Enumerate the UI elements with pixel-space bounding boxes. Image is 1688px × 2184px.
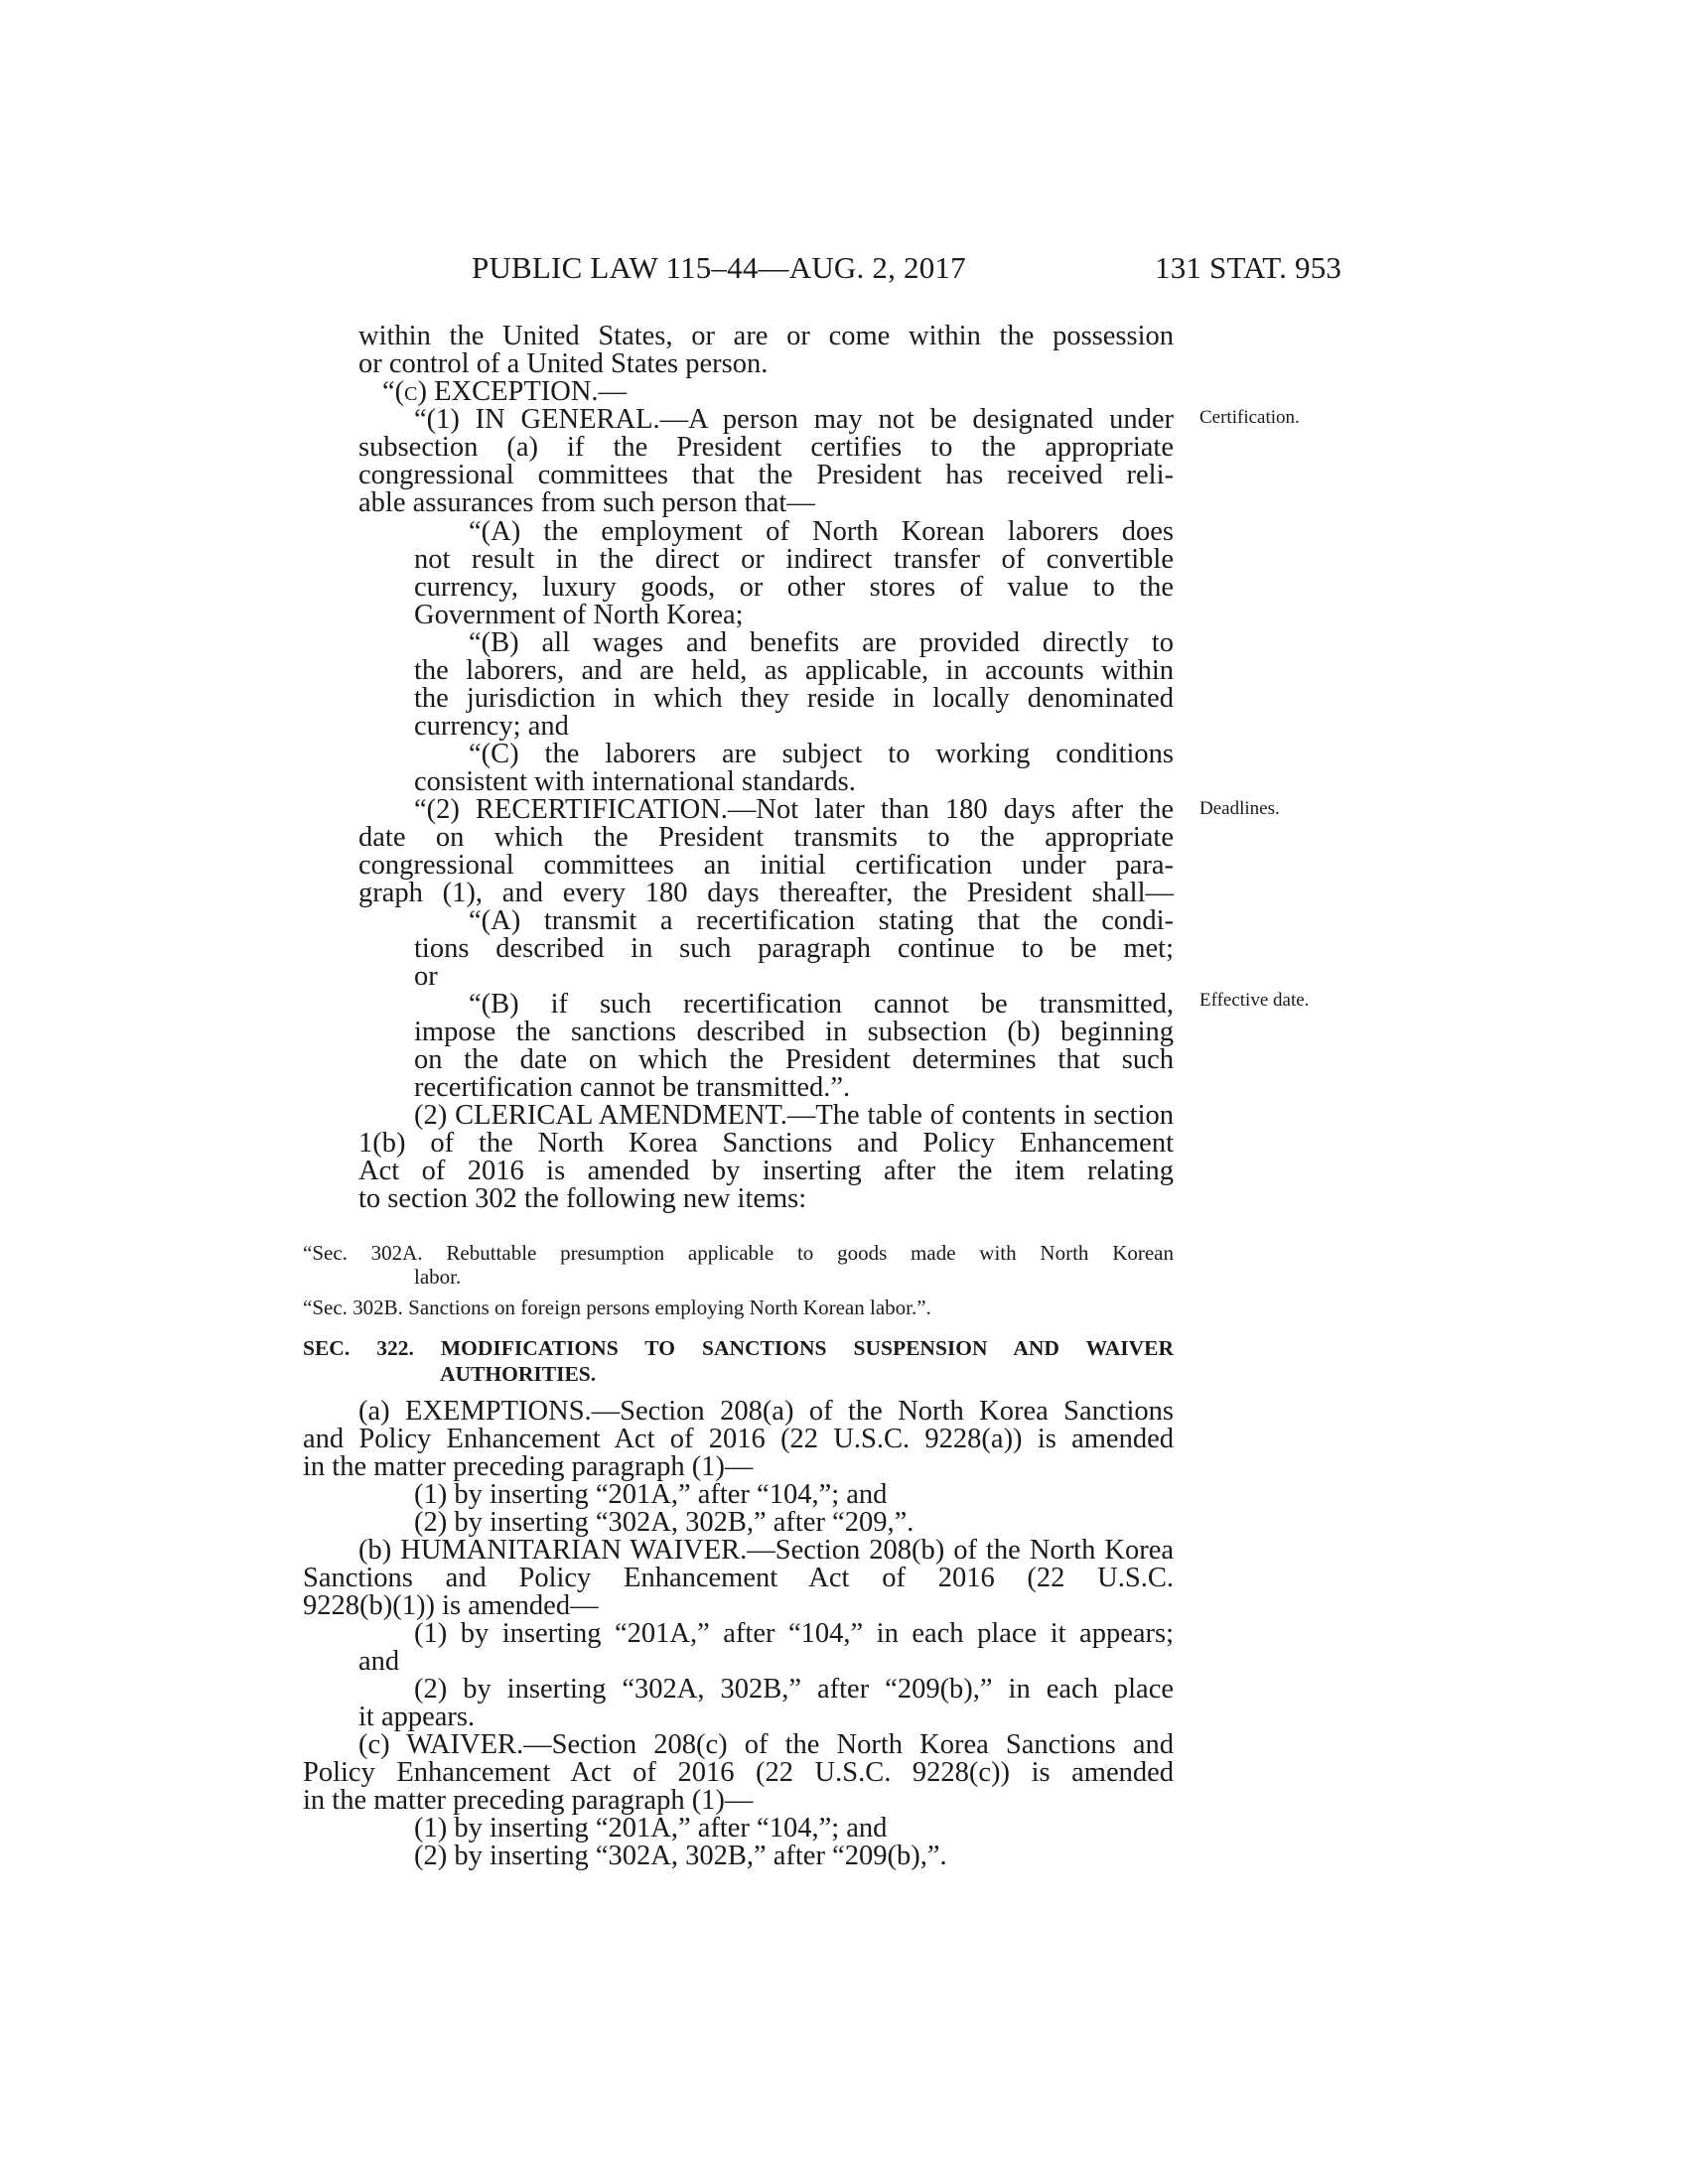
text-line: congressional committees that the President has received reli- bbox=[358, 460, 1174, 490]
text-line: consistent with international standards. bbox=[414, 766, 856, 797]
text-line: “(A) the employment of North Korean laborers does bbox=[469, 516, 1174, 547]
text-line: “(B) all wages and benefits are provided directly to bbox=[469, 627, 1174, 658]
text-line: the jurisdiction in which they reside in locally denominated bbox=[414, 683, 1174, 714]
text-line: the laborers, and are held, as applicable, in accounts within bbox=[414, 655, 1174, 686]
text-line: “(1) IN GENERAL.—A person may not be designated under bbox=[414, 404, 1174, 435]
margin-note-effective-date: Effective date. bbox=[1199, 990, 1310, 1011]
margin-note-certification: Certification. bbox=[1199, 407, 1300, 428]
text-line: Government of North Korea; bbox=[414, 600, 744, 630]
text-line: “(C) the laborers are subject to working conditions bbox=[469, 739, 1174, 769]
text-line: not result in the direct or indirect transfer of convertible bbox=[414, 544, 1174, 575]
text-line: impose the sanctions described in subsection (b) beginning bbox=[414, 1017, 1174, 1047]
text-line: (1) by inserting “201A,” after “104,” in each place it appears; bbox=[414, 1618, 1174, 1649]
text-line: in the matter preceding paragraph (1)— bbox=[303, 1785, 754, 1816]
text-line: or bbox=[414, 961, 438, 992]
text-line: “(A) transmit a recertification stating that the condi- bbox=[469, 905, 1174, 936]
text-line: congressional committees an initial certification under para- bbox=[358, 850, 1174, 881]
page-number: 131 STAT. 953 bbox=[1155, 250, 1342, 285]
text-line: Act of 2016 is amended by inserting after the item relating bbox=[358, 1156, 1174, 1186]
text-line: 9228(b)(1)) is amended— bbox=[303, 1590, 599, 1621]
section-heading-continued: AUTHORITIES. bbox=[440, 1362, 597, 1386]
text-line: and Policy Enhancement Act of 2016 (22 U.S.C. 9228(a)) is amended bbox=[303, 1424, 1174, 1454]
toc-item-302a-continued: labor. bbox=[414, 1265, 462, 1289]
text-line: 1(b) of the North Korea Sanctions and Policy Enhancement bbox=[358, 1128, 1174, 1159]
toc-item-302b: “Sec. 302B. Sanctions on foreign persons employing North Korean labor.”. bbox=[303, 1296, 931, 1319]
text-line: it appears. bbox=[358, 1702, 476, 1732]
margin-note-deadlines: Deadlines. bbox=[1199, 798, 1280, 819]
text-line: currency, luxury goods, or other stores of value to the bbox=[414, 572, 1174, 603]
text-line: (1) by inserting “201A,” after “104,”; and bbox=[414, 1479, 888, 1510]
text-line: “(B) if such recertification cannot be transmitted, bbox=[469, 989, 1174, 1020]
running-header-title: PUBLIC LAW 115–44—AUG. 2, 2017 bbox=[472, 250, 966, 285]
text-line: subsection (a) if the President certifies to the appropriate bbox=[358, 432, 1174, 463]
text-line: on the date on which the President determines that such bbox=[414, 1044, 1174, 1075]
text-line: or control of a United States person. bbox=[358, 348, 769, 379]
text-line: able assurances from such person that— bbox=[358, 487, 815, 518]
text-line: tions described in such paragraph continue to be met; bbox=[414, 933, 1174, 964]
text-line: Sanctions and Policy Enhancement Act of 2016 (22 U.S.C. bbox=[303, 1563, 1174, 1593]
text-line: date on which the President transmits to the appropriate bbox=[358, 822, 1174, 853]
text-line: (c) WAIVER.—Section 208(c) of the North Korea Sanctions and bbox=[358, 1729, 1174, 1760]
text-line: to section 302 the following new items: bbox=[358, 1183, 807, 1214]
text-line: currency; and bbox=[414, 711, 569, 742]
text-line: (a) EXEMPTIONS.—Section 208(a) of the North Korea Sanctions bbox=[358, 1396, 1174, 1427]
text-line: graph (1), and every 180 days thereafter, the President shall— bbox=[358, 878, 1174, 908]
text-line: (2) by inserting “302A, 302B,” after “209(b),”. bbox=[414, 1841, 947, 1871]
text-line: in the matter preceding paragraph (1)— bbox=[303, 1451, 754, 1482]
text-line: recertification cannot be transmitted.”. bbox=[414, 1072, 851, 1103]
text-line: (1) by inserting “201A,” after “104,”; and bbox=[414, 1813, 888, 1843]
text-line: (2) by inserting “302A, 302B,” after “209(b),” in each place bbox=[414, 1674, 1174, 1705]
text-line: and bbox=[358, 1646, 400, 1677]
text-line: within the United States, or are or come within the possession bbox=[358, 321, 1174, 351]
section-heading: SEC. 322. MODIFICATIONS TO SANCTIONS SUSPENSION AND WAIVER bbox=[303, 1336, 1174, 1360]
subsection-heading-exception: “(c) EXCEPTION.— bbox=[382, 376, 628, 407]
toc-item-302a: “Sec. 302A. Rebuttable presumption applicable to goods made with North Korean bbox=[303, 1241, 1174, 1265]
text-line: (b) HUMANITARIAN WAIVER.—Section 208(b) of the North Korea bbox=[358, 1535, 1174, 1566]
text-line: Policy Enhancement Act of 2016 (22 U.S.C. 9228(c)) is amended bbox=[303, 1757, 1174, 1788]
text-line: (2) by inserting “302A, 302B,” after “209,”. bbox=[414, 1507, 914, 1538]
text-line: “(2) RECERTIFICATION.—Not later than 180 days after the bbox=[414, 794, 1174, 825]
text-line: (2) CLERICAL AMENDMENT.—The table of contents in section bbox=[414, 1100, 1174, 1131]
